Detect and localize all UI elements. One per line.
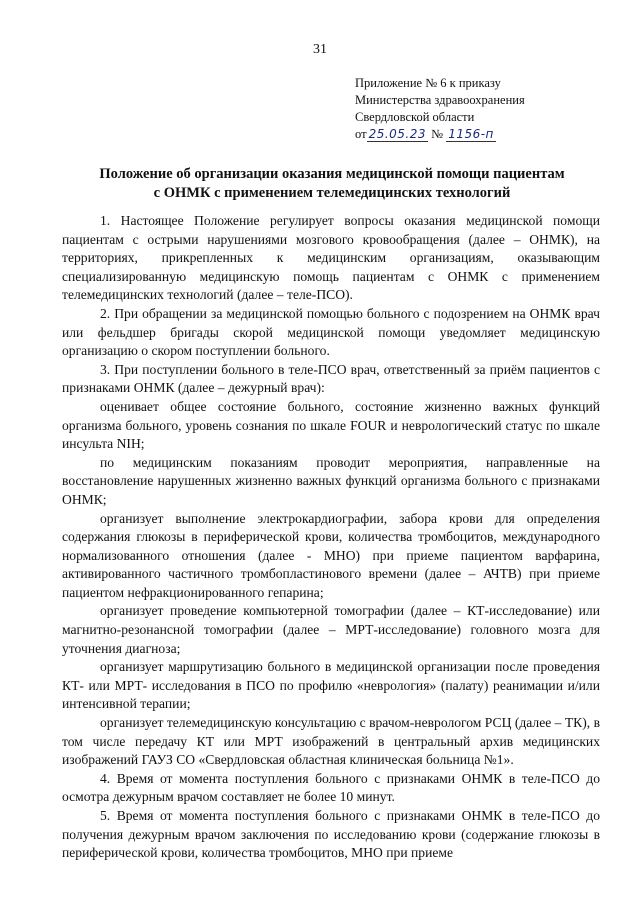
title-line-2: с ОНМК с применением телемедицинских технологий [153, 185, 511, 201]
appendix-line-2: Министерства здравоохранения [355, 93, 525, 107]
paragraph: организует телемедицинскую консультацию с врачом-неврологом РСЦ (далее – ТК), в том числе передачу КТ или МРТ изображений в центральный архив медицинских изображений ГАУЗ СО «Свердловская областная клиническая больница №1». [62, 715, 600, 768]
appendix-line-3: Свердловской области [355, 110, 475, 124]
appendix-line-1: Приложение № 6 к приказу [355, 76, 501, 90]
title-line-1: Положение об организации оказания медицинской помощи пациентам [99, 166, 565, 182]
paragraph: 3. При поступлении больного в теле-ПСО врач, ответственный за приём пациентов с признаками ОНМК (далее – дежурный врач): [62, 361, 600, 396]
order-number: 1156-п [448, 127, 494, 141]
paragraph: оценивает общее состояние больного, состояние жизненно важных функций организма больного, уровень сознания по шкале FOUR и неврологический статус по шкале инсульта NIH; [62, 398, 600, 452]
paragraph: организует проведение компьютерной томографии (далее – КТ-исследование) или магнитно-резонансной томографии (далее – МРТ-исследование) головного мозга для уточнения диагноза; [62, 603, 600, 656]
document-title [62, 165, 602, 203]
document-body [62, 212, 600, 863]
paragraph: 2. При обращении за медицинской помощью больного с подозрением на ОНМК врач или фельдшер бригады скорой медицинской помощи уведомляет медицинскую организацию о скором поступлении больного. [62, 305, 600, 359]
paragraph: 5. Время от момента поступления больного с признаками ОНМК в теле-ПСО до получения дежурным врачом заключения по исследованию крови (содержание глюкозы в периферической крови, количества тромбоцитов, МНО при приеме [62, 808, 600, 861]
date-prefix: от [355, 127, 367, 141]
page-number: 31 [313, 42, 327, 57]
paragraph: организует маршрутизацию больного в медицинской организации после проведения КТ- или МРТ- исследования в ПСО по профилю «неврология» (палату) реанимации и/или интенсивной терапии; [62, 659, 600, 712]
order-date: 25.05.23 [368, 127, 426, 141]
paragraph: организует выполнение электрокардиографии, забора крови для определения содержания глюкозы в периферической крови, количества тромбоцитов, международного нормализованного отношения (далее - МНО) при приеме пациентом варфарина, активированного частичного тромбопластинового времени (далее – АЧТВ) при приеме пациентом нефракционированного гепарина; [62, 510, 600, 600]
appendix-date-line [355, 126, 615, 143]
paragraph: 1. Настоящее Положение регулирует вопросы оказания медицинской помощи пациентам с острыми нарушениями мозгового кровообращения (далее – ОНМК), на территориях, прикрепленных к медицинским организациям, оказывающим специализированную медицинскую помощь пациентам с ОНМК с применением телемедицинских технологий (далее – теле-ПСО). [62, 213, 600, 303]
paragraph: 4. Время от момента поступления больного с признаками ОНМК в теле-ПСО до осмотра дежурным врачом составляет не более 10 минут. [62, 770, 600, 805]
appendix-header [355, 75, 615, 143]
paragraph: по медицинским показаниям проводит мероприятия, направленные на восстановление нарушенных жизненно важных функций организма больного с признаками ОНМК; [62, 454, 600, 507]
number-prefix: № [431, 127, 444, 141]
